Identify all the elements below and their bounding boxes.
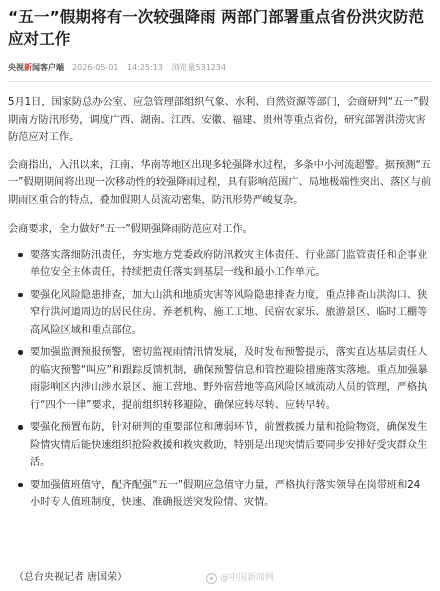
publish-time: 14:25:13 bbox=[127, 62, 163, 72]
meta-space-2 bbox=[166, 63, 169, 72]
article-meta bbox=[8, 57, 432, 77]
header-divider bbox=[8, 81, 432, 82]
bullet-dot-icon bbox=[18, 483, 23, 488]
list-item bbox=[18, 344, 428, 414]
source-suffix: 闻客户端 bbox=[32, 62, 64, 72]
list-item-text: 要强化预置布防，针对研判的重要部位和薄弱环节，前置救援力量和抢险物资，确保发生险情灾情后能快速组织抢险救援和救灾救助，特别是出现灾情后要同步安排好受灾群众生活。 bbox=[30, 422, 428, 468]
bullet-dot-icon bbox=[18, 293, 23, 298]
list-item bbox=[18, 247, 428, 282]
list-item-text: 要强化风险隐患排查，加大山洪和地质灾害等风险隐患排查力度，重点排查山洪沟口、狭窄行洪河道周边的居民住房、养老机构、施工工地、民宿农家乐、旅游景区、临时工棚等高风险区域和重点部位。 bbox=[30, 289, 428, 336]
list-item-text: 要落实落细防汛责任，夯实地方党委政府防汛救灾主体责任、行业部门监管责任和企事业单位安全主体责任，持续把责任落实到基层一线和最小工作单元。 bbox=[30, 249, 428, 278]
watermark-text: @中国新闻网 bbox=[220, 573, 275, 583]
article-title: “五一”假期将有一次较强降雨 两部门部署重点省份洪灾防范应对工作 bbox=[8, 8, 425, 48]
list-item bbox=[18, 419, 428, 472]
list-item-text: 要加强值班值守，配齐配强“五一”假期应急值守力量，严格执行落实领导在岗带班和24小时专人值班制度，快速、准确报送突发险情、灾情。 bbox=[30, 479, 421, 508]
publish-date: 2026-05-01 bbox=[72, 62, 119, 72]
source-accent: 新 bbox=[24, 62, 32, 72]
watermark bbox=[206, 571, 274, 585]
list-item bbox=[18, 287, 428, 340]
source-prefix: 央视 bbox=[8, 62, 24, 72]
paragraph-3: 会商要求，全力做好“五一”假期强降雨防范应对工作。 bbox=[8, 224, 253, 235]
meta-space bbox=[122, 63, 125, 72]
view-count: 浏览量531234 bbox=[171, 62, 227, 72]
watermark-logo-icon bbox=[206, 573, 217, 584]
paragraph-2: 会商指出，入汛以来，江南、华南等地区出现多轮强降水过程，多条中小河流超警。据预测“五一”假期期间将出现一次移动性的较强降雨过程，具有影响范围广、局地极端性突出、落区与前期雨区重合的特点，叠加假期人员流动密集，防汛形势严峻复杂。 bbox=[8, 159, 431, 206]
bullet-dot-icon bbox=[18, 350, 23, 355]
list-item-text: 要加强监测预报预警，密切监视雨情汛情发展，及时发布预警提示，落实直达基层责任人的临灾预警“叫应”和跟踪反馈机制，确保预警信息和管控避险措施落实落地。重点加强暴雨影响区内涉山涉水景区、施工营地、野外宿营地等高风险区域流动人员的管理，严格执行“四个一律”要求，提前组织转移避险，确保应转尽转、应转早转。 bbox=[30, 347, 428, 411]
source-name[interactable] bbox=[8, 62, 64, 73]
reporter-credit: （总台央视记者 唐国荣） bbox=[14, 572, 128, 583]
requirement-list bbox=[8, 247, 432, 512]
list-item bbox=[18, 477, 428, 512]
bullet-dot-icon bbox=[18, 253, 23, 258]
paragraph-1: 5月1日，国家防总办公室、应急管理部组织气象、水利、自然资源等部门，会商研判“五一”假期南方防汛形势，调度广西、湖南、江西、安徽、福建、贵州等重点省份，研究部署洪涝灾害防范应对工作。 bbox=[8, 97, 429, 143]
bullet-dot-icon bbox=[18, 425, 23, 430]
